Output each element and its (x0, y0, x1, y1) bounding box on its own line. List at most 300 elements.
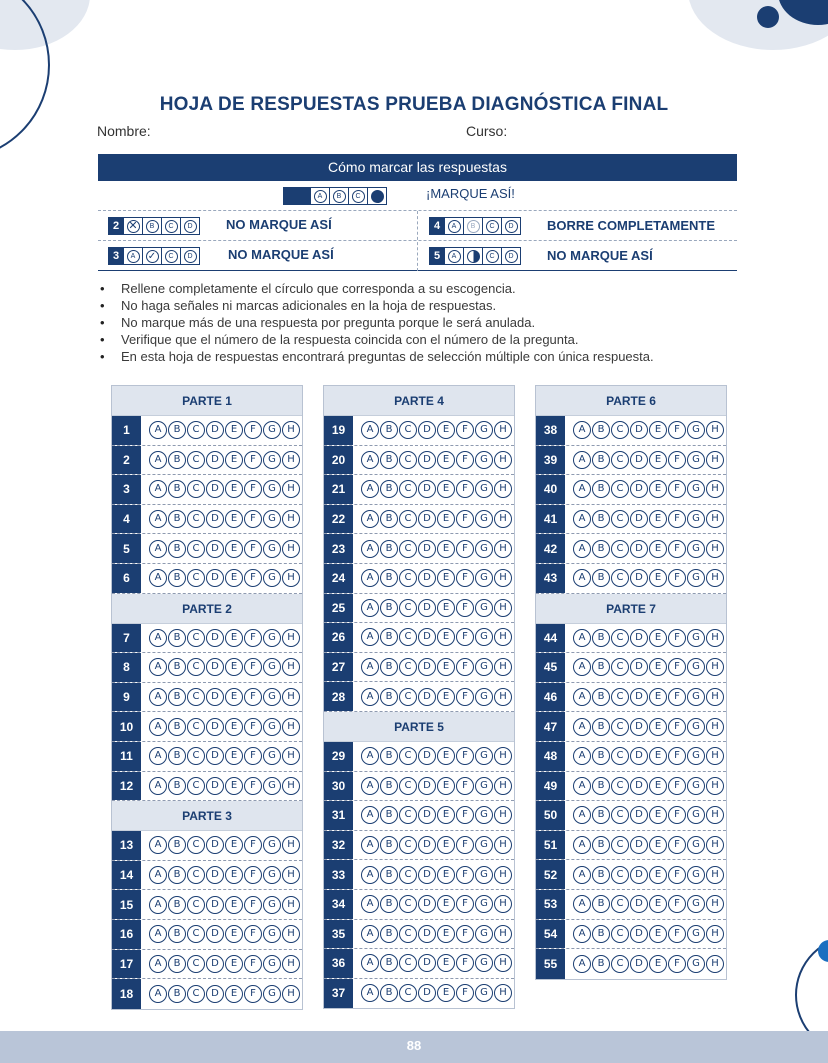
answer-bubble-d[interactable]: D (630, 421, 648, 439)
answer-bubble-e[interactable]: E (437, 836, 455, 854)
answer-bubble-a[interactable]: A (361, 599, 379, 617)
answer-bubble-g[interactable]: G (687, 510, 705, 528)
answer-bubble-c[interactable]: C (399, 836, 417, 854)
answer-bubble-h[interactable]: H (282, 510, 300, 528)
answer-bubble-h[interactable]: H (706, 925, 724, 943)
answer-bubble-a[interactable]: A (361, 984, 379, 1002)
answer-bubble-f[interactable]: F (244, 688, 262, 706)
answer-bubble-f[interactable]: F (668, 510, 686, 528)
answer-bubble-f[interactable]: F (668, 925, 686, 943)
answer-bubble-g[interactable]: G (687, 688, 705, 706)
answer-bubble-c[interactable]: C (187, 658, 205, 676)
answer-bubble-h[interactable]: H (494, 451, 512, 469)
answer-bubble-f[interactable]: F (244, 421, 262, 439)
answer-bubble-f[interactable]: F (668, 658, 686, 676)
answer-bubble-a[interactable]: A (573, 747, 591, 765)
answer-bubble-g[interactable]: G (475, 421, 493, 439)
answer-bubble-b[interactable]: B (380, 836, 398, 854)
answer-bubble-e[interactable]: E (649, 510, 667, 528)
answer-bubble-c[interactable]: C (399, 866, 417, 884)
answer-bubble-c[interactable]: C (399, 599, 417, 617)
answer-bubble-f[interactable]: F (668, 777, 686, 795)
answer-bubble-g[interactable]: G (687, 569, 705, 587)
answer-bubble-c[interactable]: C (399, 421, 417, 439)
answer-bubble-c[interactable]: C (187, 688, 205, 706)
answer-bubble-b[interactable]: B (168, 480, 186, 498)
answer-bubble-c[interactable]: C (399, 954, 417, 972)
answer-bubble-h[interactable]: H (282, 629, 300, 647)
answer-bubble-a[interactable]: A (149, 629, 167, 647)
answer-bubble-g[interactable]: G (687, 480, 705, 498)
answer-bubble-c[interactable]: C (187, 955, 205, 973)
answer-bubble-c[interactable]: C (399, 777, 417, 795)
answer-bubble-e[interactable]: E (225, 925, 243, 943)
answer-bubble-g[interactable]: G (475, 540, 493, 558)
answer-bubble-b[interactable]: B (592, 836, 610, 854)
answer-bubble-f[interactable]: F (244, 451, 262, 469)
answer-bubble-e[interactable]: E (437, 628, 455, 646)
answer-bubble-c[interactable]: C (611, 955, 629, 973)
answer-bubble-h[interactable]: H (282, 747, 300, 765)
answer-bubble-b[interactable]: B (168, 925, 186, 943)
answer-bubble-e[interactable]: E (225, 421, 243, 439)
answer-bubble-c[interactable]: C (611, 629, 629, 647)
answer-bubble-e[interactable]: E (649, 658, 667, 676)
answer-bubble-a[interactable]: A (361, 954, 379, 972)
answer-bubble-a[interactable]: A (573, 510, 591, 528)
answer-bubble-h[interactable]: H (282, 569, 300, 587)
answer-bubble-h[interactable]: H (494, 569, 512, 587)
answer-bubble-f[interactable]: F (456, 866, 474, 884)
answer-bubble-d[interactable]: D (206, 985, 224, 1003)
answer-bubble-d[interactable]: D (418, 895, 436, 913)
answer-bubble-e[interactable]: E (437, 658, 455, 676)
answer-bubble-h[interactable]: H (282, 421, 300, 439)
answer-bubble-c[interactable]: C (611, 421, 629, 439)
answer-bubble-c[interactable]: C (611, 451, 629, 469)
answer-bubble-d[interactable]: D (630, 540, 648, 558)
answer-bubble-h[interactable]: H (282, 896, 300, 914)
answer-bubble-e[interactable]: E (225, 747, 243, 765)
answer-bubble-g[interactable]: G (687, 540, 705, 558)
answer-bubble-f[interactable]: F (244, 925, 262, 943)
answer-bubble-f[interactable]: F (668, 629, 686, 647)
answer-bubble-h[interactable]: H (706, 510, 724, 528)
answer-bubble-h[interactable]: H (706, 895, 724, 913)
answer-bubble-d[interactable]: D (630, 510, 648, 528)
answer-bubble-d[interactable]: D (418, 480, 436, 498)
answer-bubble-f[interactable]: F (244, 510, 262, 528)
answer-bubble-b[interactable]: B (380, 688, 398, 706)
answer-bubble-f[interactable]: F (668, 540, 686, 558)
answer-bubble-e[interactable]: E (649, 421, 667, 439)
answer-bubble-e[interactable]: E (225, 985, 243, 1003)
answer-bubble-d[interactable]: D (418, 510, 436, 528)
answer-bubble-a[interactable]: A (573, 866, 591, 884)
answer-bubble-g[interactable]: G (687, 451, 705, 469)
answer-bubble-e[interactable]: E (225, 629, 243, 647)
answer-bubble-e[interactable]: E (225, 658, 243, 676)
answer-bubble-a[interactable]: A (149, 925, 167, 943)
answer-bubble-e[interactable]: E (437, 777, 455, 795)
answer-bubble-d[interactable]: D (206, 658, 224, 676)
answer-bubble-f[interactable]: F (668, 421, 686, 439)
answer-bubble-b[interactable]: B (380, 658, 398, 676)
answer-bubble-f[interactable]: F (668, 569, 686, 587)
answer-bubble-b[interactable]: B (168, 629, 186, 647)
answer-bubble-b[interactable]: B (380, 866, 398, 884)
answer-bubble-c[interactable]: C (611, 777, 629, 795)
answer-bubble-g[interactable]: G (263, 510, 281, 528)
answer-bubble-b[interactable]: B (168, 510, 186, 528)
answer-bubble-g[interactable]: G (263, 480, 281, 498)
answer-bubble-d[interactable]: D (418, 806, 436, 824)
answer-bubble-f[interactable]: F (244, 866, 262, 884)
answer-bubble-g[interactable]: G (687, 777, 705, 795)
answer-bubble-a[interactable]: A (361, 569, 379, 587)
answer-bubble-e[interactable]: E (225, 688, 243, 706)
answer-bubble-e[interactable]: E (437, 569, 455, 587)
answer-bubble-a[interactable]: A (149, 540, 167, 558)
answer-bubble-f[interactable]: F (668, 895, 686, 913)
answer-bubble-d[interactable]: D (418, 747, 436, 765)
answer-bubble-b[interactable]: B (592, 955, 610, 973)
answer-bubble-b[interactable]: B (168, 836, 186, 854)
answer-bubble-d[interactable]: D (206, 629, 224, 647)
answer-bubble-b[interactable]: B (380, 895, 398, 913)
answer-bubble-f[interactable]: F (244, 569, 262, 587)
answer-bubble-a[interactable]: A (149, 569, 167, 587)
answer-bubble-c[interactable]: C (611, 658, 629, 676)
answer-bubble-a[interactable]: A (149, 866, 167, 884)
answer-bubble-d[interactable]: D (418, 954, 436, 972)
answer-bubble-f[interactable]: F (456, 628, 474, 646)
answer-bubble-a[interactable]: A (149, 718, 167, 736)
answer-bubble-h[interactable]: H (282, 688, 300, 706)
answer-bubble-f[interactable]: F (456, 806, 474, 824)
answer-bubble-d[interactable]: D (630, 806, 648, 824)
answer-bubble-g[interactable]: G (687, 806, 705, 824)
answer-bubble-a[interactable]: A (149, 421, 167, 439)
answer-bubble-h[interactable]: H (494, 984, 512, 1002)
answer-bubble-d[interactable]: D (630, 866, 648, 884)
answer-bubble-d[interactable]: D (630, 569, 648, 587)
answer-bubble-d[interactable]: D (206, 540, 224, 558)
answer-bubble-d[interactable]: D (418, 688, 436, 706)
answer-bubble-e[interactable]: E (225, 569, 243, 587)
answer-bubble-d[interactable]: D (418, 777, 436, 795)
answer-bubble-f[interactable]: F (456, 747, 474, 765)
answer-bubble-h[interactable]: H (706, 629, 724, 647)
answer-bubble-a[interactable]: A (573, 480, 591, 498)
answer-bubble-f[interactable]: F (456, 451, 474, 469)
answer-bubble-b[interactable]: B (592, 629, 610, 647)
answer-bubble-c[interactable]: C (611, 925, 629, 943)
answer-bubble-a[interactable]: A (149, 747, 167, 765)
answer-bubble-a[interactable]: A (149, 836, 167, 854)
answer-bubble-a[interactable]: A (573, 421, 591, 439)
answer-bubble-g[interactable]: G (475, 658, 493, 676)
answer-bubble-h[interactable]: H (494, 866, 512, 884)
answer-bubble-e[interactable]: E (437, 954, 455, 972)
answer-bubble-h[interactable]: H (706, 658, 724, 676)
answer-bubble-a[interactable]: A (361, 480, 379, 498)
answer-bubble-h[interactable]: H (494, 688, 512, 706)
answer-bubble-h[interactable]: H (494, 480, 512, 498)
answer-bubble-a[interactable]: A (573, 629, 591, 647)
answer-bubble-c[interactable]: C (611, 510, 629, 528)
answer-bubble-g[interactable]: G (687, 866, 705, 884)
answer-bubble-b[interactable]: B (380, 540, 398, 558)
answer-bubble-e[interactable]: E (225, 896, 243, 914)
answer-bubble-g[interactable]: G (263, 777, 281, 795)
answer-bubble-h[interactable]: H (706, 777, 724, 795)
answer-bubble-e[interactable]: E (649, 569, 667, 587)
answer-bubble-b[interactable]: B (380, 628, 398, 646)
answer-bubble-g[interactable]: G (263, 658, 281, 676)
answer-bubble-g[interactable]: G (263, 718, 281, 736)
answer-bubble-e[interactable]: E (649, 925, 667, 943)
answer-bubble-e[interactable]: E (225, 777, 243, 795)
answer-bubble-c[interactable]: C (611, 806, 629, 824)
answer-bubble-e[interactable]: E (437, 451, 455, 469)
answer-bubble-e[interactable]: E (225, 540, 243, 558)
answer-bubble-d[interactable]: D (206, 747, 224, 765)
answer-bubble-e[interactable]: E (649, 629, 667, 647)
answer-bubble-f[interactable]: F (244, 747, 262, 765)
answer-bubble-a[interactable]: A (573, 451, 591, 469)
answer-bubble-c[interactable]: C (611, 540, 629, 558)
answer-bubble-b[interactable]: B (592, 451, 610, 469)
answer-bubble-c[interactable]: C (187, 777, 205, 795)
answer-bubble-d[interactable]: D (206, 896, 224, 914)
answer-bubble-c[interactable]: C (187, 421, 205, 439)
answer-bubble-h[interactable]: H (282, 985, 300, 1003)
answer-bubble-f[interactable]: F (668, 866, 686, 884)
answer-bubble-b[interactable]: B (380, 510, 398, 528)
answer-bubble-h[interactable]: H (282, 777, 300, 795)
answer-bubble-f[interactable]: F (668, 718, 686, 736)
answer-bubble-h[interactable]: H (706, 955, 724, 973)
answer-bubble-h[interactable]: H (706, 866, 724, 884)
answer-bubble-b[interactable]: B (380, 421, 398, 439)
answer-bubble-h[interactable]: H (494, 747, 512, 765)
answer-bubble-a[interactable]: A (361, 658, 379, 676)
answer-bubble-h[interactable]: H (706, 480, 724, 498)
answer-bubble-h[interactable]: H (282, 480, 300, 498)
answer-bubble-b[interactable]: B (380, 806, 398, 824)
answer-bubble-f[interactable]: F (456, 569, 474, 587)
answer-bubble-g[interactable]: G (687, 895, 705, 913)
answer-bubble-c[interactable]: C (399, 451, 417, 469)
answer-bubble-f[interactable]: F (668, 955, 686, 973)
answer-bubble-e[interactable]: E (649, 451, 667, 469)
answer-bubble-d[interactable]: D (418, 569, 436, 587)
answer-bubble-e[interactable]: E (437, 866, 455, 884)
answer-bubble-e[interactable]: E (649, 718, 667, 736)
answer-bubble-g[interactable]: G (263, 955, 281, 973)
answer-bubble-b[interactable]: B (380, 777, 398, 795)
answer-bubble-a[interactable]: A (361, 925, 379, 943)
answer-bubble-a[interactable]: A (573, 688, 591, 706)
answer-bubble-d[interactable]: D (630, 895, 648, 913)
answer-bubble-e[interactable]: E (649, 895, 667, 913)
answer-bubble-g[interactable]: G (263, 421, 281, 439)
answer-bubble-h[interactable]: H (494, 510, 512, 528)
answer-bubble-a[interactable]: A (361, 747, 379, 765)
answer-bubble-d[interactable]: D (418, 599, 436, 617)
answer-bubble-a[interactable]: A (573, 836, 591, 854)
answer-bubble-f[interactable]: F (456, 895, 474, 913)
answer-bubble-f[interactable]: F (244, 955, 262, 973)
answer-bubble-a[interactable]: A (573, 777, 591, 795)
answer-bubble-b[interactable]: B (168, 540, 186, 558)
answer-bubble-b[interactable]: B (592, 747, 610, 765)
answer-bubble-f[interactable]: F (456, 510, 474, 528)
answer-bubble-e[interactable]: E (437, 540, 455, 558)
answer-bubble-a[interactable]: A (573, 569, 591, 587)
answer-bubble-c[interactable]: C (187, 866, 205, 884)
answer-bubble-c[interactable]: C (187, 836, 205, 854)
answer-bubble-f[interactable]: F (668, 806, 686, 824)
answer-bubble-d[interactable]: D (206, 925, 224, 943)
answer-bubble-c[interactable]: C (611, 895, 629, 913)
answer-bubble-c[interactable]: C (399, 628, 417, 646)
answer-bubble-d[interactable]: D (418, 866, 436, 884)
answer-bubble-c[interactable]: C (611, 718, 629, 736)
answer-bubble-f[interactable]: F (244, 985, 262, 1003)
answer-bubble-e[interactable]: E (437, 925, 455, 943)
answer-bubble-a[interactable]: A (149, 480, 167, 498)
answer-bubble-e[interactable]: E (437, 480, 455, 498)
answer-bubble-h[interactable]: H (282, 718, 300, 736)
answer-bubble-g[interactable]: G (475, 777, 493, 795)
answer-bubble-c[interactable]: C (187, 451, 205, 469)
answer-bubble-g[interactable]: G (263, 985, 281, 1003)
answer-bubble-a[interactable]: A (149, 510, 167, 528)
answer-bubble-c[interactable]: C (611, 480, 629, 498)
answer-bubble-f[interactable]: F (668, 451, 686, 469)
answer-bubble-e[interactable]: E (649, 480, 667, 498)
answer-bubble-b[interactable]: B (592, 866, 610, 884)
answer-bubble-g[interactable]: G (263, 866, 281, 884)
answer-bubble-b[interactable]: B (592, 806, 610, 824)
answer-bubble-c[interactable]: C (187, 747, 205, 765)
answer-bubble-f[interactable]: F (244, 540, 262, 558)
answer-bubble-d[interactable]: D (630, 688, 648, 706)
answer-bubble-c[interactable]: C (399, 658, 417, 676)
answer-bubble-e[interactable]: E (649, 955, 667, 973)
answer-bubble-e[interactable]: E (225, 866, 243, 884)
answer-bubble-b[interactable]: B (168, 451, 186, 469)
answer-bubble-f[interactable]: F (244, 629, 262, 647)
answer-bubble-g[interactable]: G (263, 451, 281, 469)
answer-bubble-h[interactable]: H (494, 599, 512, 617)
answer-bubble-d[interactable]: D (206, 866, 224, 884)
answer-bubble-g[interactable]: G (475, 599, 493, 617)
answer-bubble-d[interactable]: D (630, 451, 648, 469)
answer-bubble-b[interactable]: B (592, 569, 610, 587)
answer-bubble-a[interactable]: A (573, 540, 591, 558)
answer-bubble-b[interactable]: B (592, 540, 610, 558)
answer-bubble-h[interactable]: H (494, 628, 512, 646)
answer-bubble-a[interactable]: A (361, 421, 379, 439)
answer-bubble-b[interactable]: B (592, 421, 610, 439)
answer-bubble-b[interactable]: B (168, 569, 186, 587)
answer-bubble-d[interactable]: D (418, 925, 436, 943)
answer-bubble-h[interactable]: H (494, 421, 512, 439)
answer-bubble-e[interactable]: E (649, 747, 667, 765)
answer-bubble-g[interactable]: G (687, 955, 705, 973)
answer-bubble-e[interactable]: E (437, 510, 455, 528)
answer-bubble-h[interactable]: H (282, 866, 300, 884)
answer-bubble-e[interactable]: E (225, 480, 243, 498)
answer-bubble-e[interactable]: E (437, 599, 455, 617)
answer-bubble-c[interactable]: C (611, 836, 629, 854)
answer-bubble-g[interactable]: G (475, 925, 493, 943)
answer-bubble-b[interactable]: B (380, 451, 398, 469)
answer-bubble-c[interactable]: C (399, 925, 417, 943)
answer-bubble-b[interactable]: B (592, 510, 610, 528)
answer-bubble-b[interactable]: B (168, 658, 186, 676)
answer-bubble-g[interactable]: G (263, 540, 281, 558)
answer-bubble-a[interactable]: A (361, 836, 379, 854)
answer-bubble-a[interactable]: A (573, 895, 591, 913)
answer-bubble-g[interactable]: G (263, 629, 281, 647)
answer-bubble-h[interactable]: H (494, 925, 512, 943)
answer-bubble-a[interactable]: A (361, 510, 379, 528)
answer-bubble-b[interactable]: B (380, 599, 398, 617)
answer-bubble-e[interactable]: E (437, 421, 455, 439)
answer-bubble-g[interactable]: G (263, 836, 281, 854)
answer-bubble-e[interactable]: E (225, 836, 243, 854)
answer-bubble-b[interactable]: B (168, 985, 186, 1003)
answer-bubble-a[interactable]: A (361, 777, 379, 795)
answer-bubble-g[interactable]: G (475, 451, 493, 469)
answer-bubble-a[interactable]: A (361, 451, 379, 469)
answer-bubble-c[interactable]: C (611, 866, 629, 884)
answer-bubble-a[interactable]: A (573, 806, 591, 824)
answer-bubble-h[interactable]: H (494, 806, 512, 824)
answer-bubble-e[interactable]: E (437, 747, 455, 765)
answer-bubble-d[interactable]: D (206, 836, 224, 854)
answer-bubble-a[interactable]: A (573, 925, 591, 943)
answer-bubble-d[interactable]: D (630, 658, 648, 676)
answer-bubble-g[interactable]: G (475, 569, 493, 587)
answer-bubble-a[interactable]: A (573, 658, 591, 676)
answer-bubble-h[interactable]: H (282, 451, 300, 469)
answer-bubble-g[interactable]: G (475, 747, 493, 765)
answer-bubble-g[interactable]: G (687, 836, 705, 854)
answer-bubble-d[interactable]: D (206, 510, 224, 528)
answer-bubble-b[interactable]: B (168, 866, 186, 884)
answer-bubble-d[interactable]: D (630, 718, 648, 736)
answer-bubble-h[interactable]: H (282, 955, 300, 973)
answer-bubble-b[interactable]: B (592, 688, 610, 706)
answer-bubble-g[interactable]: G (475, 628, 493, 646)
answer-bubble-c[interactable]: C (399, 510, 417, 528)
answer-bubble-f[interactable]: F (456, 658, 474, 676)
answer-bubble-e[interactable]: E (649, 806, 667, 824)
answer-bubble-c[interactable]: C (399, 540, 417, 558)
answer-bubble-f[interactable]: F (456, 540, 474, 558)
answer-bubble-c[interactable]: C (399, 688, 417, 706)
answer-bubble-b[interactable]: B (168, 777, 186, 795)
answer-bubble-f[interactable]: F (456, 480, 474, 498)
answer-bubble-a[interactable]: A (149, 955, 167, 973)
answer-bubble-b[interactable]: B (380, 984, 398, 1002)
answer-bubble-c[interactable]: C (399, 747, 417, 765)
